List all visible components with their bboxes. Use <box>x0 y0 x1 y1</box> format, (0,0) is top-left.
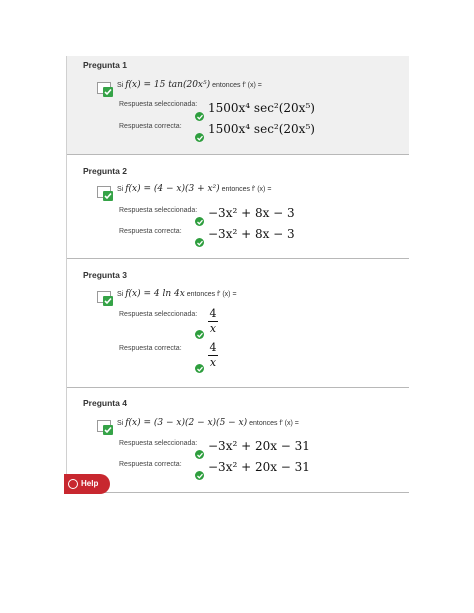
correct-answer-label: Respuesta correcta: <box>119 228 182 235</box>
check-icon <box>195 217 204 226</box>
selected-answer-label: Respuesta seleccionada: <box>119 101 198 108</box>
selected-answer-label: Respuesta seleccionada: <box>119 311 198 318</box>
selected-answer: 4 x <box>209 307 217 335</box>
question-statement: Si f(x) = (4 − x)(3 + x²) entonces f' (x) = <box>117 184 272 194</box>
correct-status-icon <box>97 420 113 434</box>
check-icon <box>195 112 204 121</box>
quiz-review-frame <box>66 56 409 493</box>
question-2 <box>67 155 409 259</box>
question-1 <box>67 56 409 155</box>
question-statement: Si f(x) = 4 ln 4x entonces f' (x) = <box>117 289 237 299</box>
correct-answer: 1500x⁴ sec²(20x⁵) <box>208 122 315 136</box>
question-title: Pregunta 1 <box>83 60 127 70</box>
help-button[interactable] <box>64 474 110 494</box>
question-4 <box>67 388 409 493</box>
selected-answer: 1500x⁴ sec²(20x⁵) <box>208 101 315 115</box>
check-icon <box>195 238 204 247</box>
question-title: Pregunta 3 <box>83 270 127 280</box>
correct-answer-label: Respuesta correcta: <box>119 461 182 468</box>
selected-answer: −3x² + 8x − 3 <box>208 206 295 220</box>
check-icon <box>195 133 204 142</box>
check-icon <box>195 450 204 459</box>
question-statement: Si f(x) = 15 tan(20x⁵) entonces f' (x) = <box>117 80 262 90</box>
correct-status-icon <box>97 82 113 96</box>
correct-answer: −3x² + 20x − 31 <box>208 460 310 474</box>
correct-answer-label: Respuesta correcta: <box>119 123 182 130</box>
selected-answer-label: Respuesta seleccionada: <box>119 207 198 214</box>
correct-status-icon <box>97 186 113 200</box>
check-icon <box>195 471 204 480</box>
check-icon <box>195 364 204 373</box>
selected-answer: −3x² + 20x − 31 <box>208 439 310 453</box>
help-label: Help <box>81 479 99 488</box>
question-statement: Si f(x) = (3 − x)(2 − x)(5 − x) entonces f' (x) = <box>117 418 299 428</box>
question-title: Pregunta 4 <box>83 398 127 408</box>
selected-answer-label: Respuesta seleccionada: <box>119 440 198 447</box>
chat-bubble-icon <box>68 479 78 489</box>
question-title: Pregunta 2 <box>83 166 127 176</box>
question-3 <box>67 259 409 388</box>
check-icon <box>195 330 204 339</box>
correct-answer: −3x² + 8x − 3 <box>208 227 295 241</box>
correct-status-icon <box>97 291 113 305</box>
correct-answer: 4 x <box>209 341 217 369</box>
correct-answer-label: Respuesta correcta: <box>119 345 182 352</box>
